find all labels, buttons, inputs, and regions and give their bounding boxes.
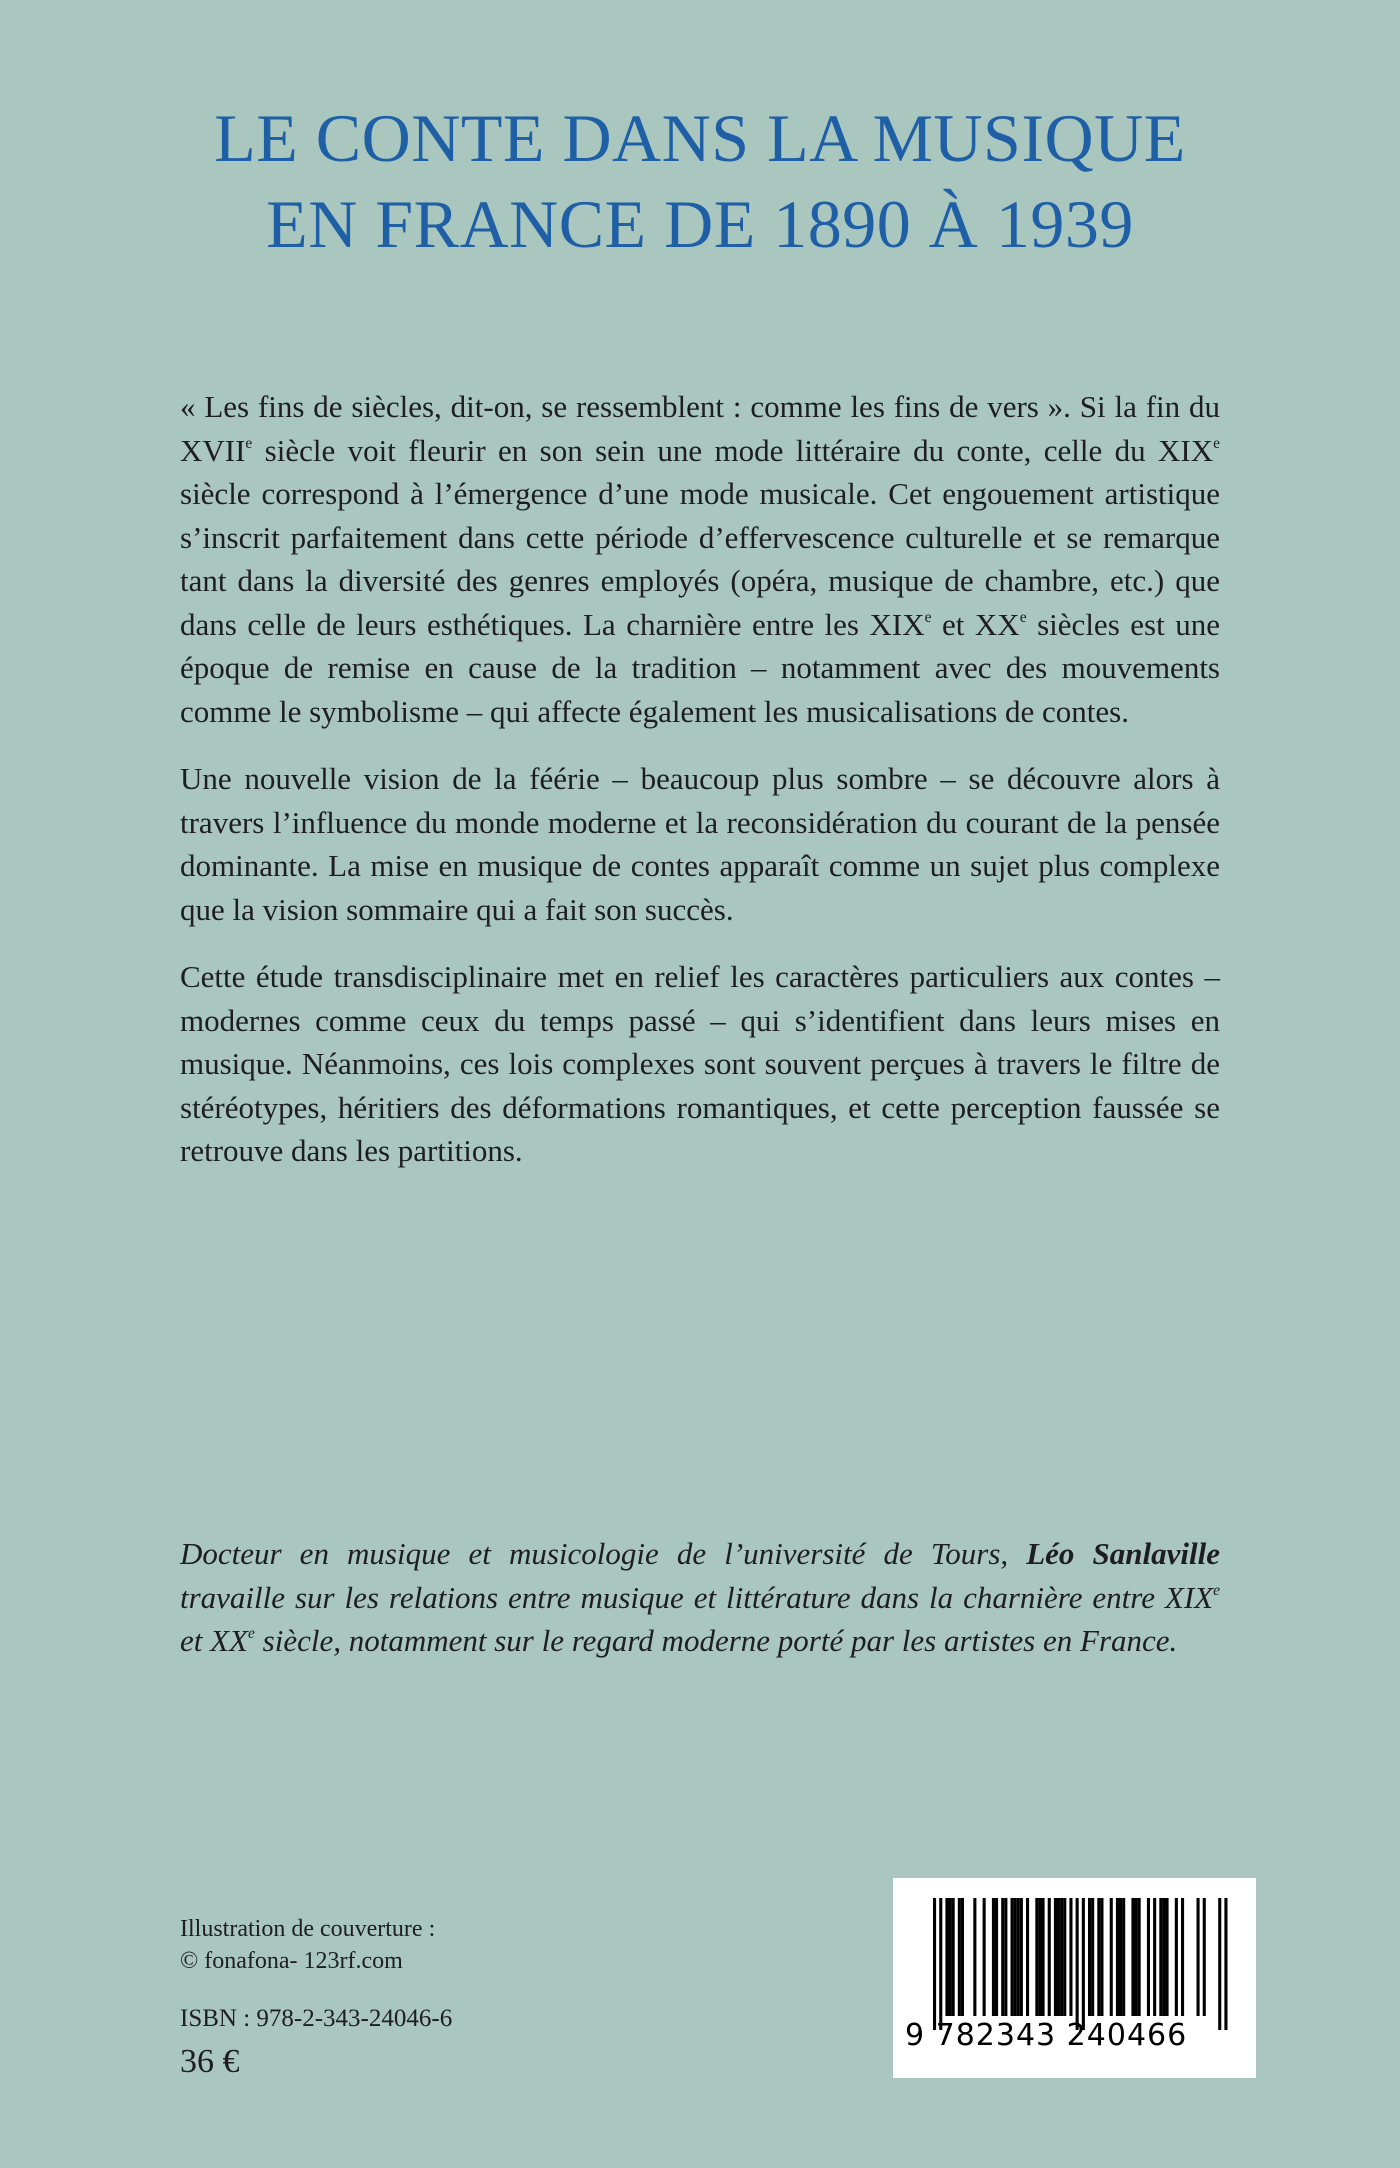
- barcode-bar: [1091, 1898, 1094, 2016]
- paragraph-1: « Les fins de siècles, dit-on, se ressemblent : comme les fins de vers ». Si la fin du XVIIe siècle voit fleurir en son sein une mode littéraire du conte, celle du XIXe siècle correspond à l’émergence d’une mode musicale. Cet engouement artistique s’inscrit parfaitement dans cette période d’effervescence culturelle et se remarque tant dans la diversité des genres employés (opéra, musique de chambre, etc.) que dans celle de leurs esthétiques. La charnière entre les XIXe et XXe siècles est une époque de remise en cause de la tradition – notamment avec des mouvements comme le symbolisme – qui affecte également les musicalisations de contes.: [180, 389, 1221, 729]
- barcode-bar: [983, 1898, 986, 2016]
- barcode-bar: [1038, 1898, 1041, 2016]
- barcode-bar: [1100, 1898, 1103, 2016]
- barcode-bar: [1122, 1898, 1125, 2016]
- barcode-bar: [1119, 1898, 1122, 2016]
- title-line-1: LE CONTE DANS LA MUSIQUE: [214, 100, 1186, 176]
- barcode-bar: [1175, 1898, 1178, 2016]
- barcode-bar: [995, 1898, 998, 2016]
- barcode-bar: [1076, 1898, 1079, 2030]
- barcode-bar: [1014, 1898, 1017, 2016]
- barcode-bar: [1020, 1898, 1023, 2016]
- barcode-bar: [1082, 1898, 1085, 2030]
- author-bio: Docteur en musique et musicologie de l’université de Tours, Léo Sanlaville travaille sur les relations entre musique et littérature dans la charnière entre XIXe et XXe siècle, notamment sur le regard moderne porté par les artistes en France.: [180, 1536, 1220, 1658]
- paragraph-3: Cette étude transdisciplinaire met en relief les caractères particuliers aux contes – modernes comme ceux du temps passé – qui s’identifient dans leurs mises en musique. Néanmoins, ces lois complexes sont souvent perçues à travers le filtre de stéréotypes, héritiers des déformations romantiques, et cette perception faussée se retrouve dans les partitions.: [180, 959, 1220, 1168]
- summary-text: [180, 385, 1220, 1197]
- barcode-bar: [1017, 1898, 1020, 2016]
- title-line-2: EN FRANCE DE 1890 À 1939: [266, 186, 1134, 262]
- barcode-bar: [939, 1898, 942, 2030]
- barcode-bar: [1035, 1898, 1038, 2016]
- barcode-bar: [1026, 1898, 1029, 2016]
- barcode-bar: [1147, 1898, 1150, 2016]
- barcode-bar: [1166, 1898, 1169, 2016]
- barcode-bar: [1063, 1898, 1066, 2016]
- author-name: Léo Sanlaville: [1026, 1536, 1220, 1571]
- barcode-bar: [1116, 1898, 1119, 2016]
- barcode-bar: [1088, 1898, 1091, 2016]
- barcode-bar: [1097, 1898, 1100, 2016]
- barcode-bar: [1218, 1898, 1221, 2030]
- barcode-bar: [1110, 1898, 1113, 2016]
- credits-line-2: © fonafona- 123rf.com: [180, 1948, 403, 1974]
- barcode-bar: [1069, 1898, 1072, 2016]
- barcode-bar: [1135, 1898, 1138, 2016]
- barcode-digits: 9 782343 240466: [905, 2018, 1188, 2053]
- barcode-bar: [1138, 1898, 1141, 2016]
- barcode-bar: [1159, 1898, 1162, 2016]
- barcode-bar: [1203, 1898, 1206, 2016]
- barcode-bar: [1153, 1898, 1156, 2016]
- barcode-bar: [952, 1898, 955, 2016]
- barcode-bar: [992, 1898, 995, 2016]
- barcode-bar: [1131, 1898, 1134, 2016]
- barcode-bar: [1224, 1898, 1227, 2030]
- barcode-bar: [1057, 1898, 1060, 2016]
- credits-line-1: Illustration de couverture :: [180, 1916, 436, 1942]
- barcode-bar: [949, 1898, 952, 2016]
- price: 36 €: [180, 2043, 240, 2080]
- isbn: ISBN : 978-2-343-24046-6: [180, 2005, 453, 2032]
- barcode-bar: [1001, 1898, 1004, 2016]
- barcode-bar: [945, 1898, 948, 2016]
- barcode-bar: [1054, 1898, 1057, 2016]
- barcode-bar: [1162, 1898, 1165, 2016]
- barcode-bar: [1042, 1898, 1045, 2016]
- barcode-bar: [1060, 1898, 1063, 2016]
- barcode-bar: [958, 1898, 961, 2016]
- barcode-bar: [973, 1898, 976, 2016]
- book-title: [0, 95, 1400, 267]
- barcode: [893, 1878, 1256, 2078]
- paragraph-2: Une nouvelle vision de la féérie – beaucoup plus sombre – se découvre alors à travers l’influence du monde moderne et la reconsidération du courant de la pensée dominante. La mise en musique de contes apparaît comme un sujet plus complexe que la vision sommaire qui a fait son succès.: [180, 761, 1220, 927]
- barcode-bar: [1004, 1898, 1007, 2016]
- barcode-bar: [961, 1898, 964, 2016]
- cover-credits: [180, 1913, 435, 1977]
- barcode-bar: [1197, 1898, 1200, 2016]
- barcode-bar: [1048, 1898, 1051, 2016]
- barcode-bar: [1181, 1898, 1184, 2016]
- barcode-bar: [933, 1898, 936, 2030]
- barcode-bar: [1011, 1898, 1014, 2016]
